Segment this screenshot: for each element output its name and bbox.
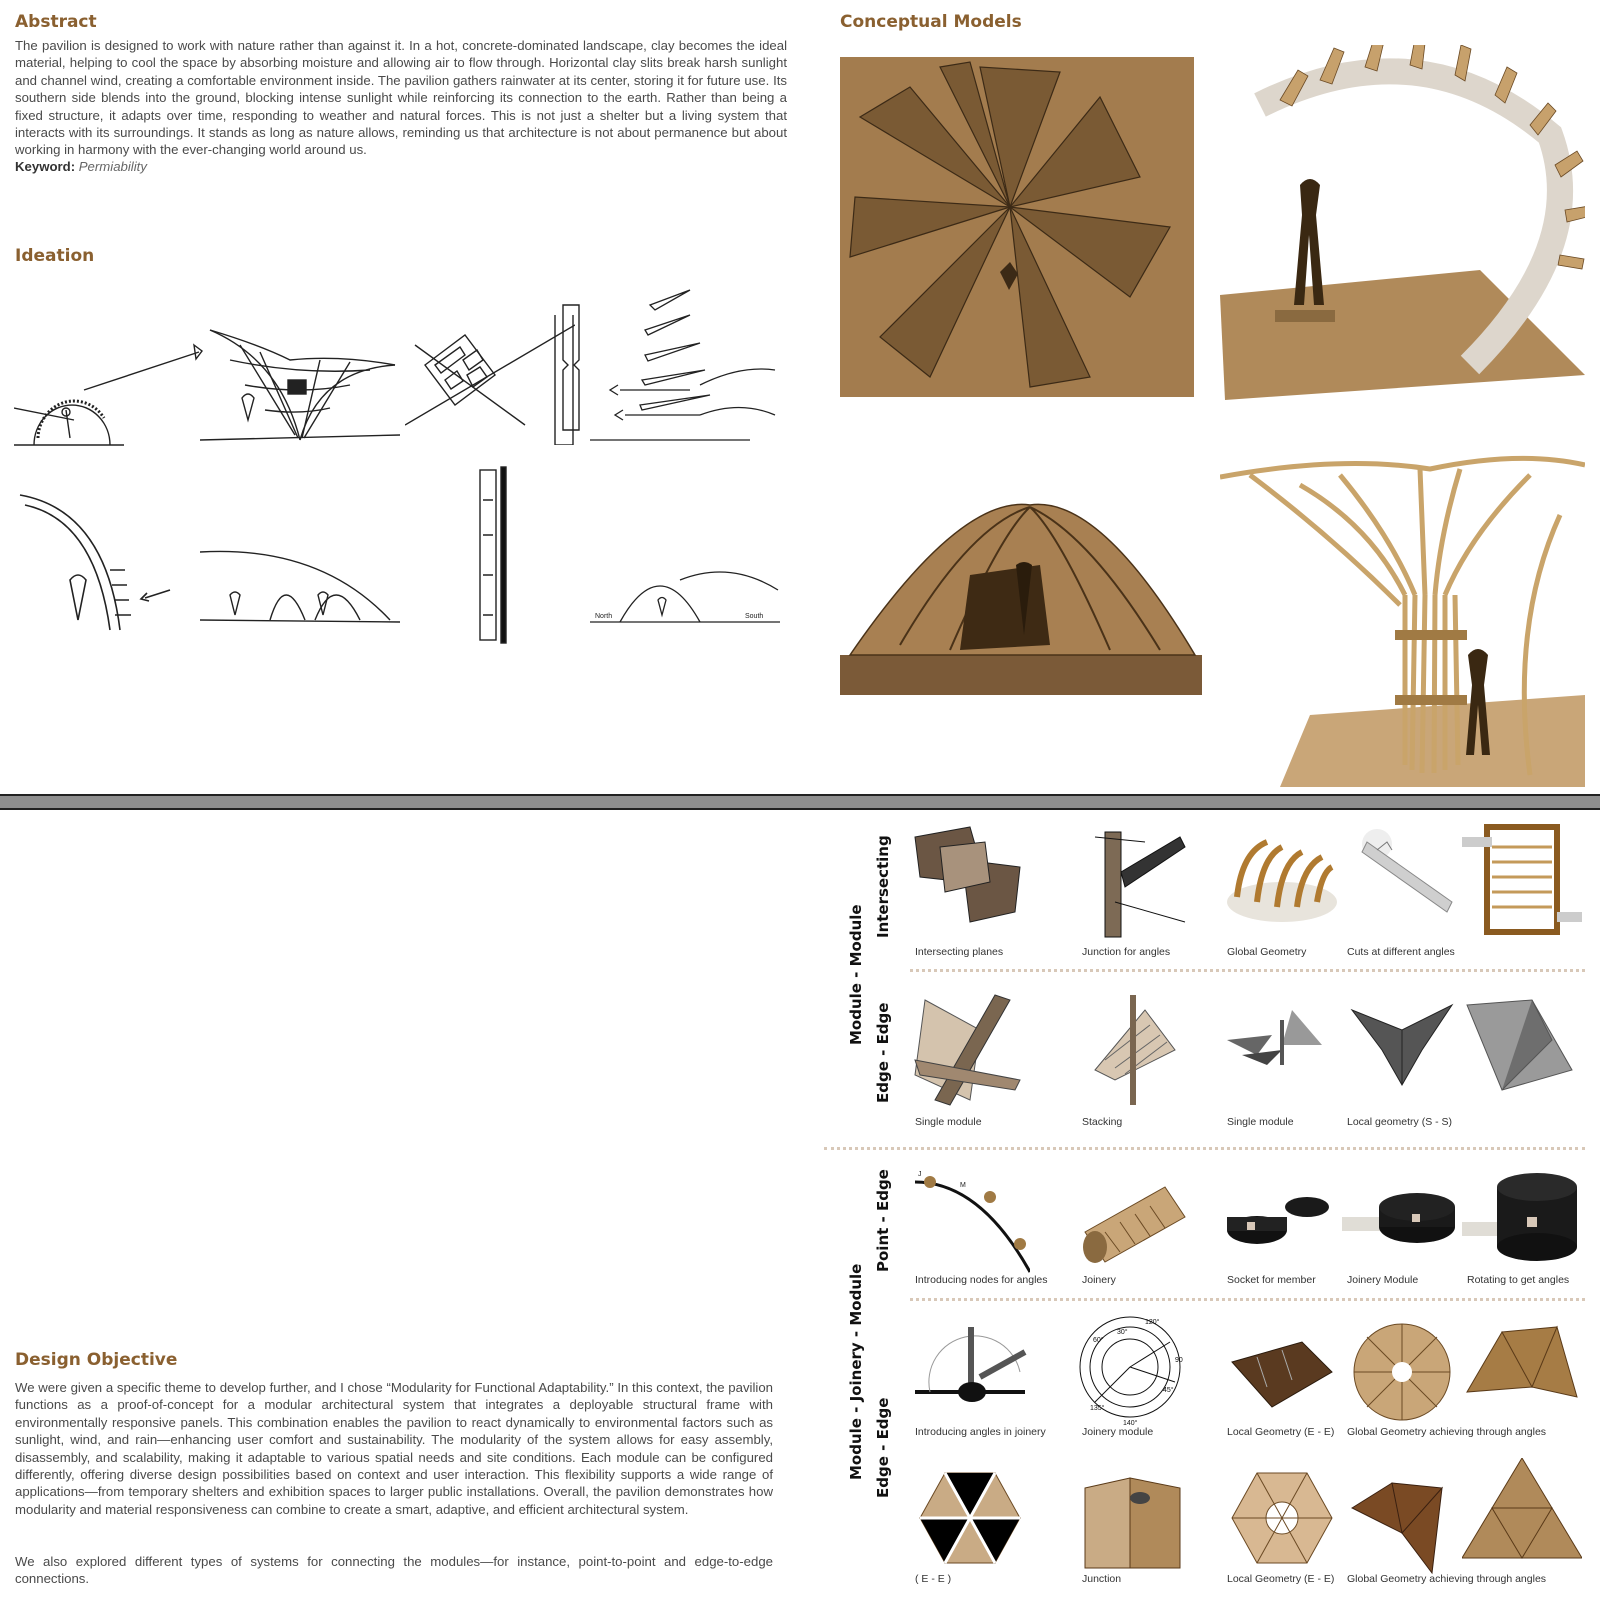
model-photo-curved-slats xyxy=(1220,45,1585,405)
group-label-module-module: Module - Module xyxy=(847,904,865,1045)
keyword-label: Keyword: xyxy=(15,159,76,174)
model-photo-dome xyxy=(840,495,1202,695)
row-separator xyxy=(910,1298,1585,1301)
diagram-frame-joint xyxy=(1462,822,1582,942)
diagram-stacking xyxy=(1075,990,1195,1110)
row-label-edge-edge: Edge - Edge xyxy=(874,1002,892,1103)
caption-r2-c4: Local geometry (S - S) xyxy=(1347,1116,1453,1128)
diagram-local-geometry-ee xyxy=(1222,1312,1342,1432)
caption-r4-c4: Global Geometry achieving through angles xyxy=(1347,1426,1547,1438)
angle-mark: 45° xyxy=(1163,1387,1174,1394)
design-objective-heading: Design Objective xyxy=(15,1350,178,1370)
sketch-slot-section xyxy=(560,300,582,435)
group-separator xyxy=(824,1147,1585,1150)
diagram-joinery-cylinder xyxy=(1075,1162,1195,1282)
sketch-curved-wall xyxy=(15,490,175,640)
caption-r5-c1: ( E - E ) xyxy=(915,1573,952,1585)
model-photo-tree-column xyxy=(1220,455,1585,787)
diagram-global-geometry xyxy=(1222,822,1342,942)
sketch-double-arch xyxy=(200,540,400,640)
model-photo-radial xyxy=(840,57,1194,397)
diagram-triangle-tessellation xyxy=(1462,1458,1582,1578)
caption-r2-c1: Single module xyxy=(915,1116,982,1128)
diagram-single-module-2 xyxy=(1222,990,1342,1110)
row-label-intersecting: Intersecting xyxy=(874,835,892,938)
ideation-heading: Ideation xyxy=(15,246,95,266)
joint-mark: J xyxy=(918,1171,922,1178)
caption-r4-c1: Introducing angles in joinery xyxy=(915,1426,1046,1438)
caption-r2-c2: Stacking xyxy=(1082,1116,1123,1128)
diagram-local-geometry-ee-2 xyxy=(1222,1458,1342,1578)
diagram-rotating-angles xyxy=(1462,1162,1582,1282)
conceptual-models-heading: Conceptual Models xyxy=(840,12,1022,32)
sketch-canopy xyxy=(200,300,400,450)
abstract-text: The pavilion is designed to work with nature rather than against it. In a hot, concrete-dominated landscape, clay becomes the ideal material, helping to cool the space by absorbing moisture and allowing air to flow through. Horizontal clay slits break harsh sunlight and channel wind, creating a comfortable environment inside. The pavilion gathers rainwater at its center, storing it for future use. Its southern side blends into the ground, blocking intense sunlight while reinforcing its connection to the earth. Rather than being a fixed structure, it adapts over time, responding to weather and natural forces. This is not just a shelter but a living system that interacts with its surroundings. It stands as long as nature allows, reminding us that architecture is not about permanence but about working in harmony with the ever-changing world around us. xyxy=(15,38,787,158)
diagram-single-module xyxy=(910,990,1030,1110)
sketch-north-south xyxy=(590,560,780,640)
member-mark: M xyxy=(960,1182,966,1189)
caption-r1-c3: Global Geometry xyxy=(1227,946,1307,958)
caption-r3-c2: Joinery xyxy=(1082,1274,1116,1286)
angle-mark: 140° xyxy=(1123,1420,1138,1427)
keyword-value: Permiability xyxy=(78,159,147,174)
sketch-arch-kite xyxy=(14,330,204,450)
design-objective-text-2: We also explored different types of systems for connecting the modules—for instance, point-to-point and edge-to-edge connections. xyxy=(15,1554,773,1587)
caption-r3-c4: Joinery Module xyxy=(1347,1274,1419,1286)
diagram-local-geometry-ss xyxy=(1342,990,1462,1110)
caption-r3-c3: Socket for member xyxy=(1227,1274,1316,1286)
diagram-cuts-angles xyxy=(1342,822,1462,942)
page-divider xyxy=(0,794,1600,810)
diagram-joinery-module-angles xyxy=(1075,1312,1195,1432)
diagram-junction xyxy=(1075,1458,1195,1578)
diagram-nodes-angles xyxy=(910,1162,1030,1282)
design-objective-text: We were given a specific theme to develop further, and I chose “Modularity for Functional Adaptability.” In this context, the pavilion functions as a proof-of-concept for a modular architectural system that integrates a deployable structural frame with environmentally responsive panels. This combination enables the pavilion to react dynamically to environmental factors such as sunlight, wind, and rain—enhancing user comfort and sustainability. The modularity of the system allows for easy assembly, disassembly, and scalability, making it adaptable to various spatial needs and site conditions. Each module can be configured differently, offering diverse design possibilities based on context and user interaction. This flexibility supports a wide range of applications—from temporary shelters and exhibition spaces to larger public installations. Overall, the pavilion demonstrates how modularity and material responsiveness can combine to create a smart, adaptive, and efficient architectural system. xyxy=(15,1380,773,1517)
caption-r5-c2: Junction xyxy=(1082,1573,1122,1585)
caption-r1-c4: Cuts at different angles xyxy=(1347,946,1455,958)
angle-mark: 135° xyxy=(1090,1405,1105,1412)
caption-r4-c2: Joinery module xyxy=(1082,1426,1154,1438)
diagram-global-geometry-angles-2 xyxy=(1342,1458,1462,1578)
caption-r5-c4: Global Geometry achieving through angles xyxy=(1347,1573,1547,1585)
diagram-ee-hexagon xyxy=(910,1458,1030,1578)
caption-r2-c3: Single module xyxy=(1227,1116,1294,1128)
caption-r3-c5: Rotating to get angles xyxy=(1467,1274,1570,1286)
diagram-intersecting-planes xyxy=(910,822,1030,942)
angle-mark: 120° xyxy=(1145,1319,1160,1326)
row-separator xyxy=(910,969,1585,972)
diagram-socket-member xyxy=(1222,1162,1342,1282)
angle-mark: 30° xyxy=(1117,1329,1128,1336)
abstract-keyword xyxy=(15,158,415,175)
south-note: South xyxy=(745,613,764,620)
caption-r1-c2: Junction for angles xyxy=(1082,946,1171,958)
caption-r5-c3: Local Geometry (E - E) xyxy=(1227,1573,1335,1585)
sketch-grid-panel xyxy=(405,315,575,445)
diagram-global-geometry-angles xyxy=(1342,1312,1462,1432)
group-label-module-joinery-module: Module - Joinery - Module xyxy=(847,1263,865,1480)
angle-mark: 60° xyxy=(1093,1337,1104,1344)
row-label-edge-edge-joinery: Edge - Edge xyxy=(874,1397,892,1498)
diagram-triangle-cluster xyxy=(1462,1312,1582,1432)
caption-r4-c3: Local Geometry (E - E) xyxy=(1227,1426,1335,1438)
diagram-folded-plates xyxy=(1462,990,1582,1110)
sketch-wind-slats xyxy=(590,285,780,450)
abstract-heading: Abstract xyxy=(15,12,97,32)
north-note: North xyxy=(595,613,613,620)
diagram-junction-angles xyxy=(1075,822,1195,942)
diagram-angles-joinery xyxy=(910,1312,1030,1432)
caption-r3-c1: Introducing nodes for angles xyxy=(915,1274,1048,1286)
sketch-wall-section xyxy=(475,465,520,645)
diagram-joinery-module xyxy=(1342,1162,1462,1282)
caption-r1-c1: Intersecting planes xyxy=(915,946,1004,958)
row-label-point-edge: Point - Edge xyxy=(874,1169,892,1272)
angle-mark: 90 xyxy=(1175,1357,1183,1364)
